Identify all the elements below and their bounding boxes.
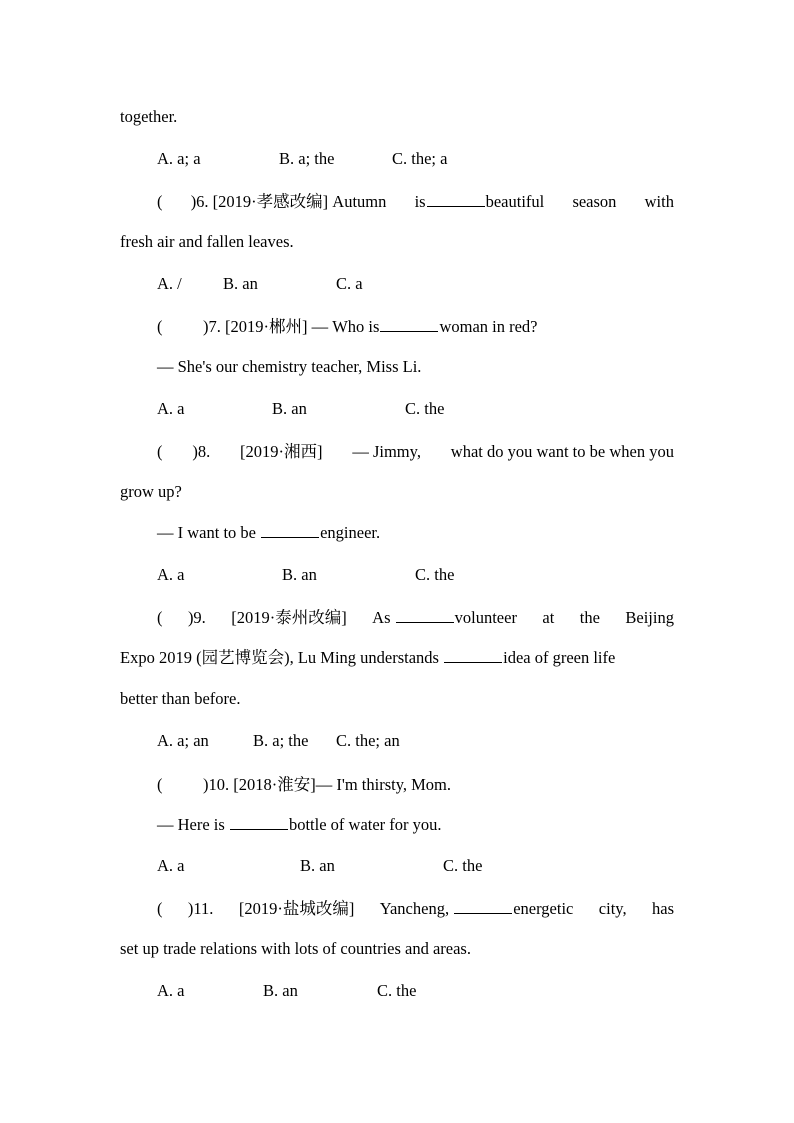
q5-continuation: together.: [120, 107, 178, 126]
q6-option-b: B. an: [223, 274, 258, 293]
q11-word: city,: [598, 899, 627, 918]
q8-line1: [120, 442, 674, 462]
q8-source: [2019·湘西]: [240, 442, 323, 461]
q11-word: energetic: [513, 899, 574, 918]
q9-word: As: [372, 608, 391, 627]
q10-line2: [157, 815, 442, 835]
q11-line1: [120, 899, 674, 919]
q9-line3: better than before.: [120, 689, 241, 708]
q7-blank[interactable]: [380, 317, 438, 332]
q6-blank[interactable]: [427, 192, 485, 207]
q7-line1: [157, 317, 538, 337]
q11-stem: )11.: [187, 899, 214, 918]
q11-option-a: A. a: [157, 981, 185, 1000]
q9-option-c: C. the; an: [336, 731, 400, 750]
q10-line1: [157, 775, 451, 795]
q6-line1: [120, 192, 674, 212]
q5-option-a: A. a; a: [157, 149, 201, 168]
q9-stem: Expo 2019 (园艺博览会), Lu Ming understands: [120, 648, 439, 667]
q10-option-c: C. the: [443, 856, 483, 875]
q6-option-c: C. a: [336, 274, 363, 293]
q8-option-c: C. the: [415, 565, 455, 584]
q8-blank[interactable]: [261, 523, 319, 538]
q7-option-a: A. a: [157, 399, 185, 418]
q7-stem: )7. [2019·郴州] — Who is: [203, 317, 380, 336]
q11-blank[interactable]: [454, 899, 512, 914]
q8-word: — Jimmy,: [352, 442, 421, 461]
q7-stem-end: woman in red?: [439, 317, 538, 336]
q5-option-b: B. a; the: [279, 149, 335, 168]
q9-stem-end: idea of green life: [503, 648, 616, 667]
q9-blank-2[interactable]: [444, 648, 502, 663]
q6-line2: fresh air and fallen leaves.: [120, 232, 294, 251]
q8-line2: grow up?: [120, 482, 182, 501]
q9-word: Beijing: [625, 608, 674, 627]
q10-option-a: A. a: [157, 856, 185, 875]
q10-stem: )10. [2018·淮安]— I'm thirsty, Mom.: [203, 775, 452, 794]
q6-open-paren: (: [157, 192, 163, 211]
q9-option-a: A. a; an: [157, 731, 209, 750]
q10-stem-end: bottle of water for you.: [288, 815, 442, 834]
q8-stem-end: engineer.: [320, 523, 381, 542]
q9-open-paren: (: [157, 608, 163, 627]
q11-option-c: C. the: [377, 981, 417, 1000]
q6-word: with: [644, 192, 674, 211]
q9-stem: )9.: [187, 608, 206, 627]
q6-stem: )6. [2019·孝感改编] Autumn: [190, 192, 387, 211]
q9-word: at: [542, 608, 555, 627]
q8-word: what do you want to be when you: [450, 442, 674, 461]
q11-line2: set up trade relations with lots of countries and areas.: [120, 939, 471, 958]
q8-stem: — I want to be: [157, 523, 256, 542]
q9-option-b: B. a; the: [253, 731, 309, 750]
q9-source: [2019·泰州改编]: [231, 608, 347, 627]
q10-open-paren: (: [157, 775, 163, 794]
q7-line2: — She's our chemistry teacher, Miss Li.: [157, 357, 422, 376]
q7-open-paren: (: [157, 317, 163, 336]
q7-option-b: B. an: [272, 399, 307, 418]
q9-line2: [120, 648, 615, 668]
q11-source: [2019·盐城改编]: [238, 899, 355, 918]
q8-open-paren: (: [157, 442, 163, 461]
q11-option-b: B. an: [263, 981, 298, 1000]
q6-word: beautiful: [485, 192, 545, 211]
q9-word: volunteer: [454, 608, 517, 627]
q11-word: Yancheng,: [379, 899, 450, 918]
q11-open-paren: (: [157, 899, 163, 918]
q9-word: the: [579, 608, 600, 627]
q6-word: is: [414, 192, 426, 211]
q10-blank[interactable]: [230, 815, 288, 830]
q10-option-b: B. an: [300, 856, 335, 875]
q8-option-b: B. an: [282, 565, 317, 584]
q8-line3: [157, 523, 380, 543]
q6-word: season: [572, 192, 617, 211]
q7-option-c: C. the: [405, 399, 445, 418]
q5-option-c: C. the; a: [392, 149, 448, 168]
q6-option-a: A. /: [157, 274, 182, 293]
q10-stem: — Here is: [157, 815, 225, 834]
q9-blank-1[interactable]: [396, 608, 454, 623]
q11-word: has: [652, 899, 674, 918]
q9-line1: [120, 608, 674, 628]
q8-option-a: A. a: [157, 565, 185, 584]
q8-stem: )8.: [192, 442, 211, 461]
